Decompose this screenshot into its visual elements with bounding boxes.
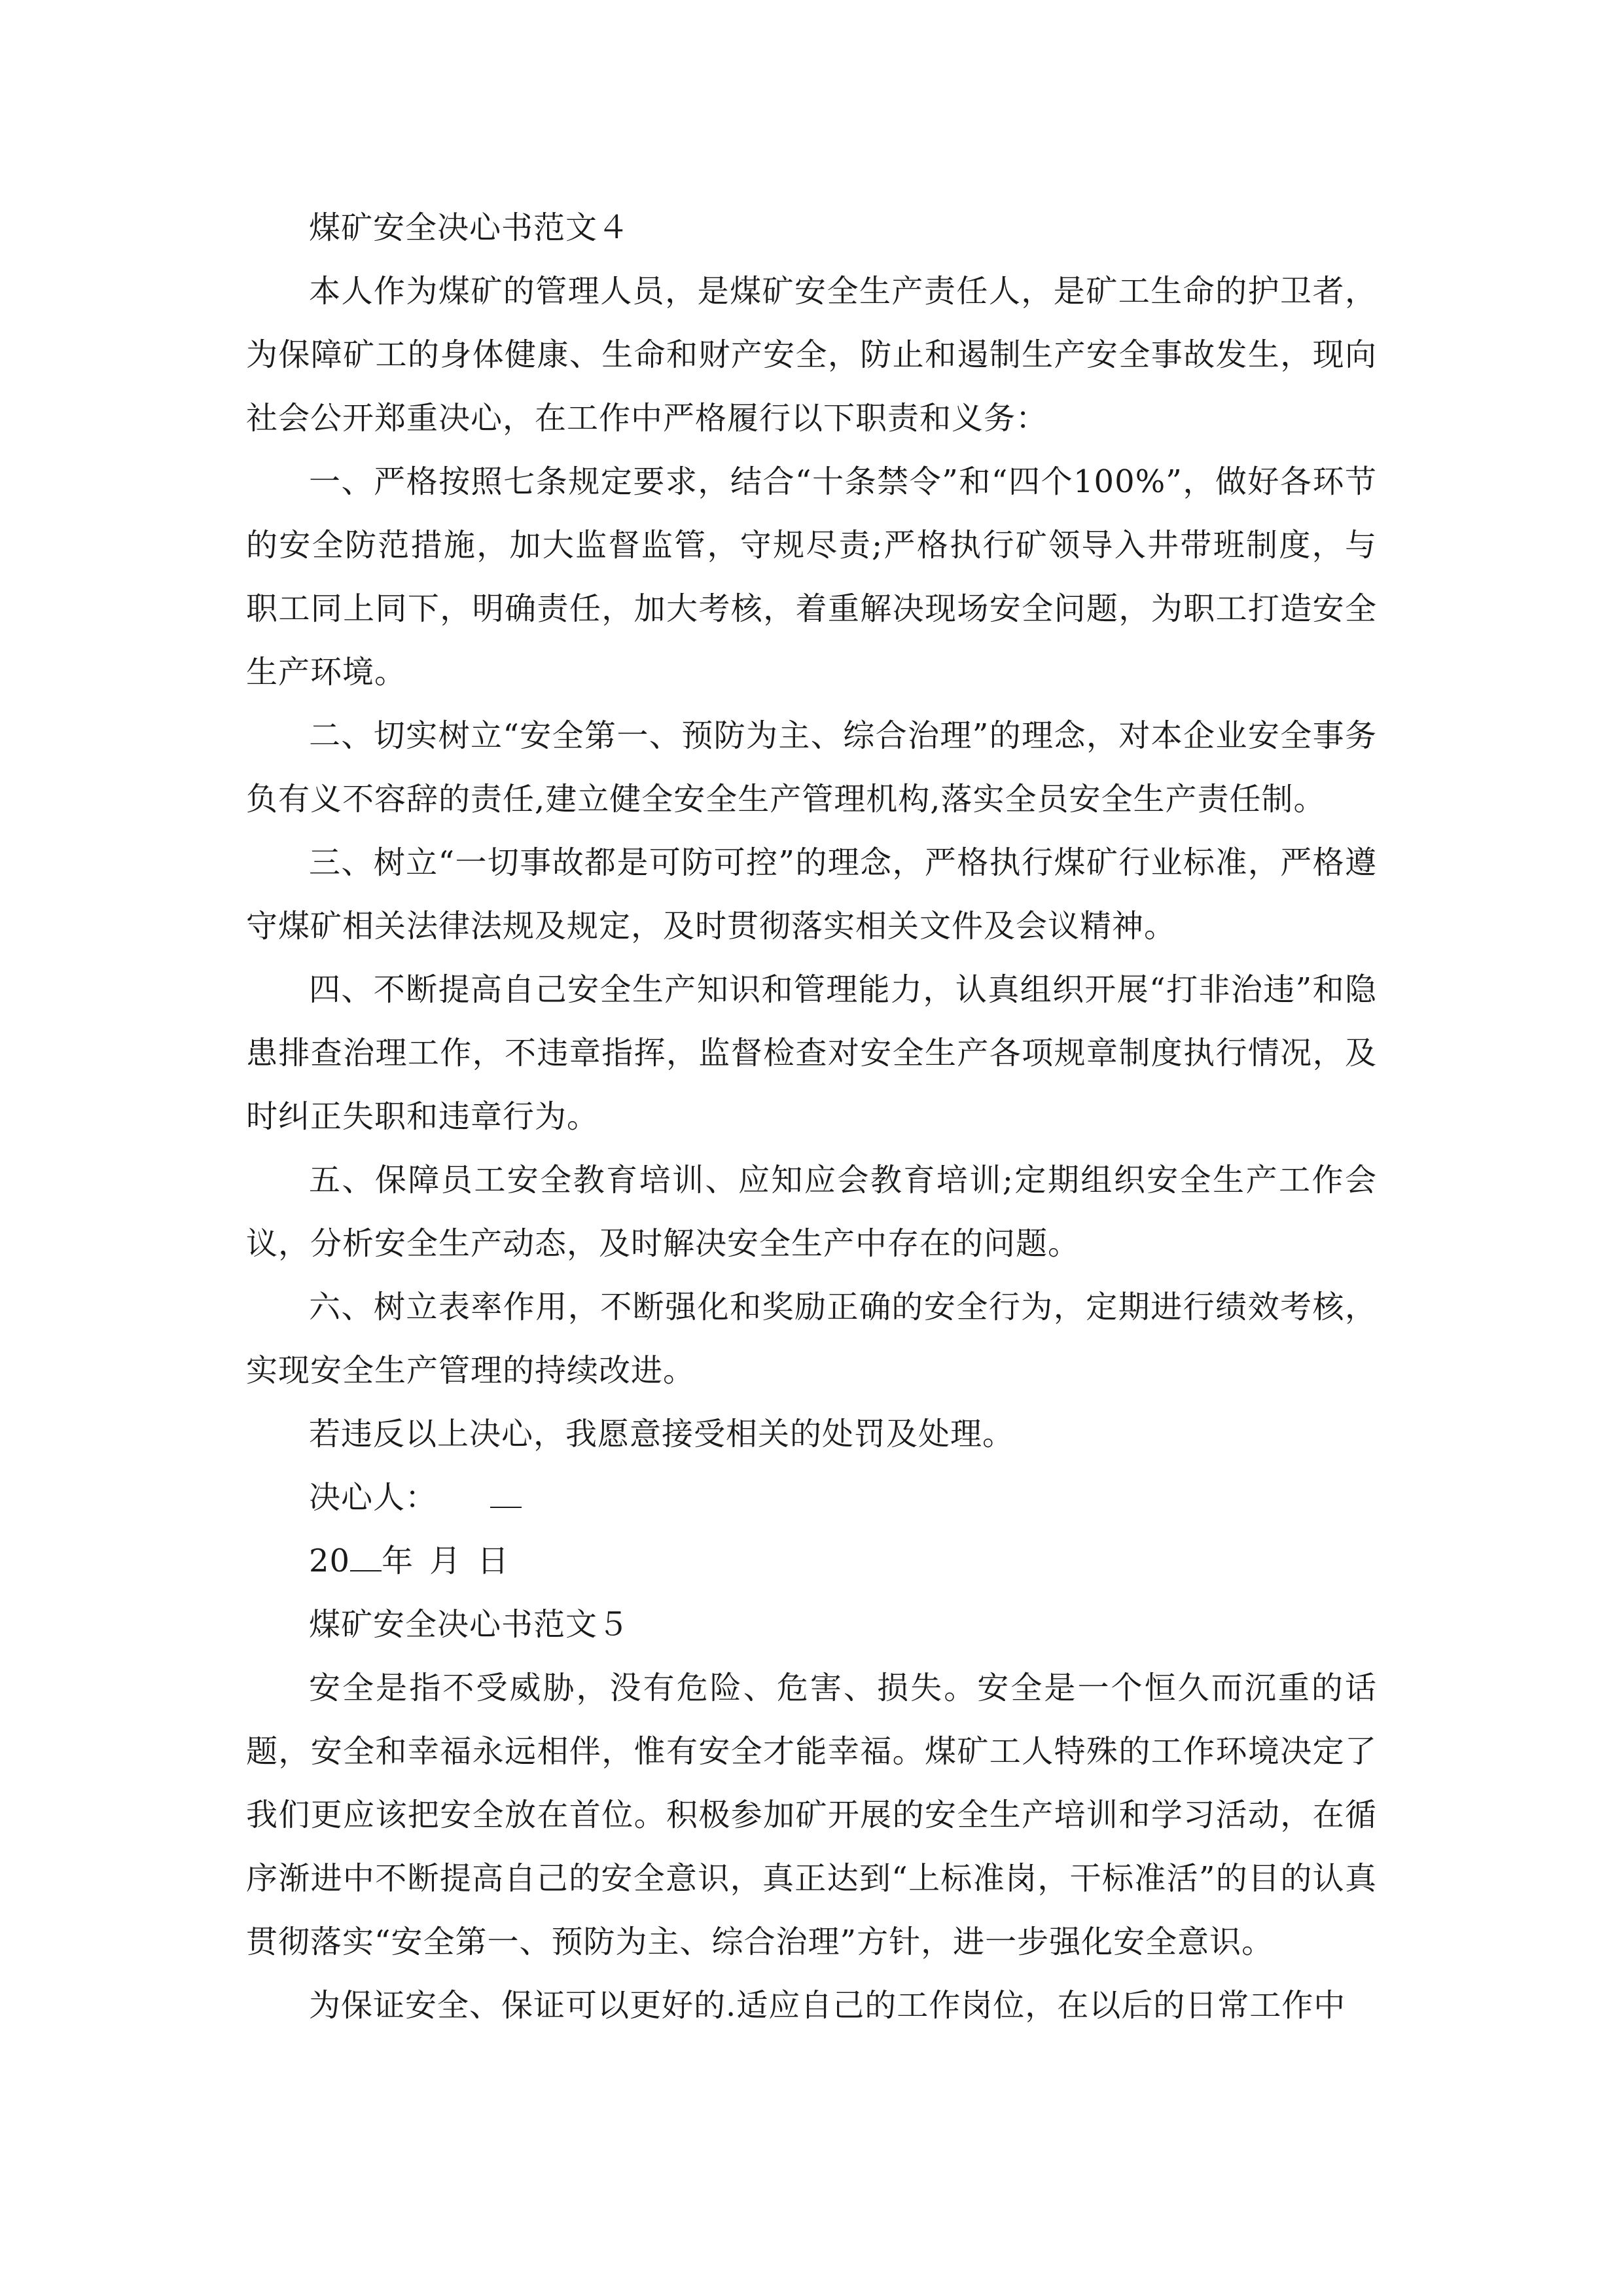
date-year-blank (350, 1570, 382, 1571)
signer-blank (490, 1507, 522, 1508)
section-4-closing: 若违反以上决心，我愿意接受相关的处罚及处理。 (309, 1416, 1015, 1452)
section-4-item-4: 四、不断提高自己安全生产知识和管理能力，认真组织开展“打非治违”和隐患排查治理工作，不违章指挥，监督检查对安全生产各项规章制度执行情况，及时纠正失职和违章行为。 (246, 971, 1377, 1135)
section-5-paragraph-2: 为保证安全、保证可以更好的.适应自己的工作岗位，在以后的日常工作中 (309, 1987, 1346, 2024)
section-5-title: 煤矿安全决心书范文５ (309, 1606, 630, 1643)
section-4-item-6: 六、树立表率作用，不断强化和奖励正确的安全行为，定期进行绩效考核，实现安全生产管理的持续改进。 (246, 1289, 1377, 1389)
section-5-paragraph-1: 安全是指不受威胁，没有危险、危害、损失。安全是一个恒久而沉重的话题，安全和幸福永远相伴，惟有安全才能幸福。煤矿工人特殊的工作环境决定了我们更应该把安全放在首位。积极参加矿开展的安全生产培训和学习活动，在循序渐进中不断提高自己的安全意识，真正达到“上标准岗，干标准活”的目的认真贯彻落实“安全第一、预防为主、综合治理”方针，进一步强化安全意识。 (246, 1670, 1377, 1960)
section-4-item-5: 五、保障员工安全教育培训、应知应会教育培训;定期组织安全生产工作会议，分析安全生产动态，及时解决安全生产中存在的问题。 (246, 1162, 1377, 1262)
date-prefix: 20 (309, 1543, 351, 1579)
section-4-item-1: 一、严格按照七条规定要求，结合“十条禁令”和“四个100%”，做好各环节的安全防范措施，加大监督监管，守规尽责;严格执行矿领导入井带班制度，与职工同上同下，明确责任，加大考核，着重解决现场安全问题，为职工打造安全生产环境。 (246, 463, 1377, 691)
date-day-label: 日 (477, 1543, 510, 1579)
date-month-label: 月 (429, 1543, 462, 1579)
date-line (246, 1530, 1377, 1593)
signer-line (246, 1466, 1377, 1530)
section-4-item-2: 二、切实树立“安全第一、预防为主、综合治理”的理念，对本企业安全事务负有义不容辞的责任,建立健全安全生产管理机构,落实全员安全生产责任制。 (246, 717, 1377, 817)
section-4-item-3: 三、树立“一切事故都是可防可控”的理念，严格执行煤矿行业标准，严格遵守煤矿相关法律法规及规定，及时贯彻落实相关文件及会议精神。 (246, 844, 1377, 944)
section-4-intro: 本人作为煤矿的管理人员，是煤矿安全生产责任人，是矿工生命的护卫者，为保障矿工的身体健康、生命和财产安全，防止和遏制生产安全事故发生，现向社会公开郑重决心，在工作中严格履行以下职责和义务： (246, 273, 1377, 437)
document-body (246, 196, 1377, 2037)
signer-label: 决心人： (309, 1479, 438, 1516)
section-4-title: 煤矿安全决心书范文４ (309, 209, 630, 246)
date-year-label: 年 (382, 1543, 414, 1579)
